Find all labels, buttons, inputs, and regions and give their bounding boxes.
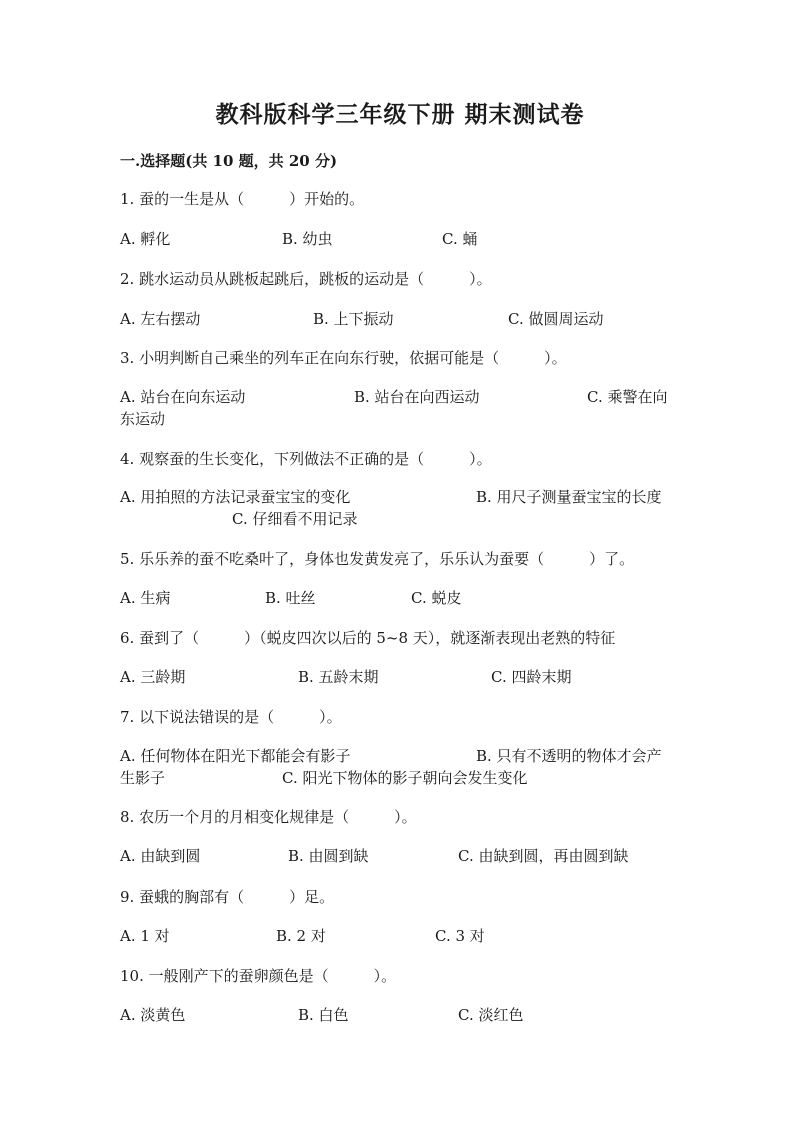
question-4-options [120,486,680,534]
question-5: 5. 乐乐养的蚕不吃桑叶了，身体也发黄发亮了，乐乐认为蚕要（ ）了。 [120,550,635,568]
option-b: B. 上下振动 [313,310,394,328]
option-c: C. 由缺到圆，再由圆到缺 [458,847,629,865]
section-heading: 一.选择题(共 10 题，共 20 分) [120,152,338,170]
option-a: A. 孵化 [120,230,171,248]
option-c: C. 3 对 [435,927,485,945]
page-title: 教科版科学三年级下册 期末测试卷 [215,101,585,128]
question-10-options [120,1004,680,1052]
option-a: A. 由缺到圆 [120,847,201,865]
option-b-continued: 生影子 [120,769,166,787]
option-b: B. 2 对 [276,927,326,945]
option-a: A. 1 对 [120,927,170,945]
option-b: B. 幼虫 [282,230,333,248]
option-c: C. 阳光下物体的影子朝向会发生变化 [282,769,528,787]
option-b: B. 吐丝 [265,589,316,607]
question-10: 10. 一般刚产下的蚕卵颜色是（ ）。 [120,967,397,985]
question-2: 2. 跳水运动员从跳板起跳后，跳板的运动是（ ）。 [120,270,492,288]
option-b: B. 白色 [298,1006,349,1024]
question-4: 4. 观察蚕的生长变化，下列做法不正确的是（ ）。 [120,450,492,468]
option-a: A. 站台在向东运动 [120,388,246,406]
option-c: C. 做圆周运动 [508,310,604,328]
option-c: C. 乘警在向 [587,388,668,406]
question-8: 8. 农历一个月的月相变化规律是（ ）。 [120,808,417,826]
question-9: 9. 蚕蛾的胸部有（ ）足。 [120,888,335,906]
question-3: 3. 小明判断自己乘坐的列车正在向东行驶，依据可能是（ ）。 [120,349,567,367]
option-c: C. 蛹 [442,230,478,248]
option-a: A. 生病 [120,589,171,607]
option-c: C. 仔细看不用记录 [232,510,358,528]
option-c: C. 淡红色 [458,1006,524,1024]
option-c: C. 蜕皮 [411,589,462,607]
option-c: C. 四龄末期 [491,668,572,686]
question-7: 7. 以下说法错误的是（ ）。 [120,708,342,726]
option-a: A. 用拍照的方法记录蚕宝宝的变化 [120,488,351,506]
option-b: B. 五龄末期 [298,668,379,686]
option-b: B. 站台在向西运动 [354,388,480,406]
option-a: A. 三龄期 [120,668,186,686]
question-6: 6. 蚕到了（ ）（蜕皮四次以后的 5~8 天），就逐渐表现出老熟的特征 [120,629,616,647]
option-a: A. 淡黄色 [120,1006,186,1024]
question-1: 1. 蚕的一生是从（ ）开始的。 [120,190,365,208]
option-a: A. 任何物体在阳光下都能会有影子 [120,747,351,765]
option-c-continued: 东运动 [120,410,166,428]
question-7-options [120,745,680,793]
question-3-options [120,386,680,434]
option-b: B. 用尺子测量蚕宝宝的长度 [476,488,662,506]
option-b: B. 由圆到缺 [288,847,369,865]
option-a: A. 左右摆动 [120,310,201,328]
option-b: B. 只有不透明的物体才会产 [476,747,662,765]
